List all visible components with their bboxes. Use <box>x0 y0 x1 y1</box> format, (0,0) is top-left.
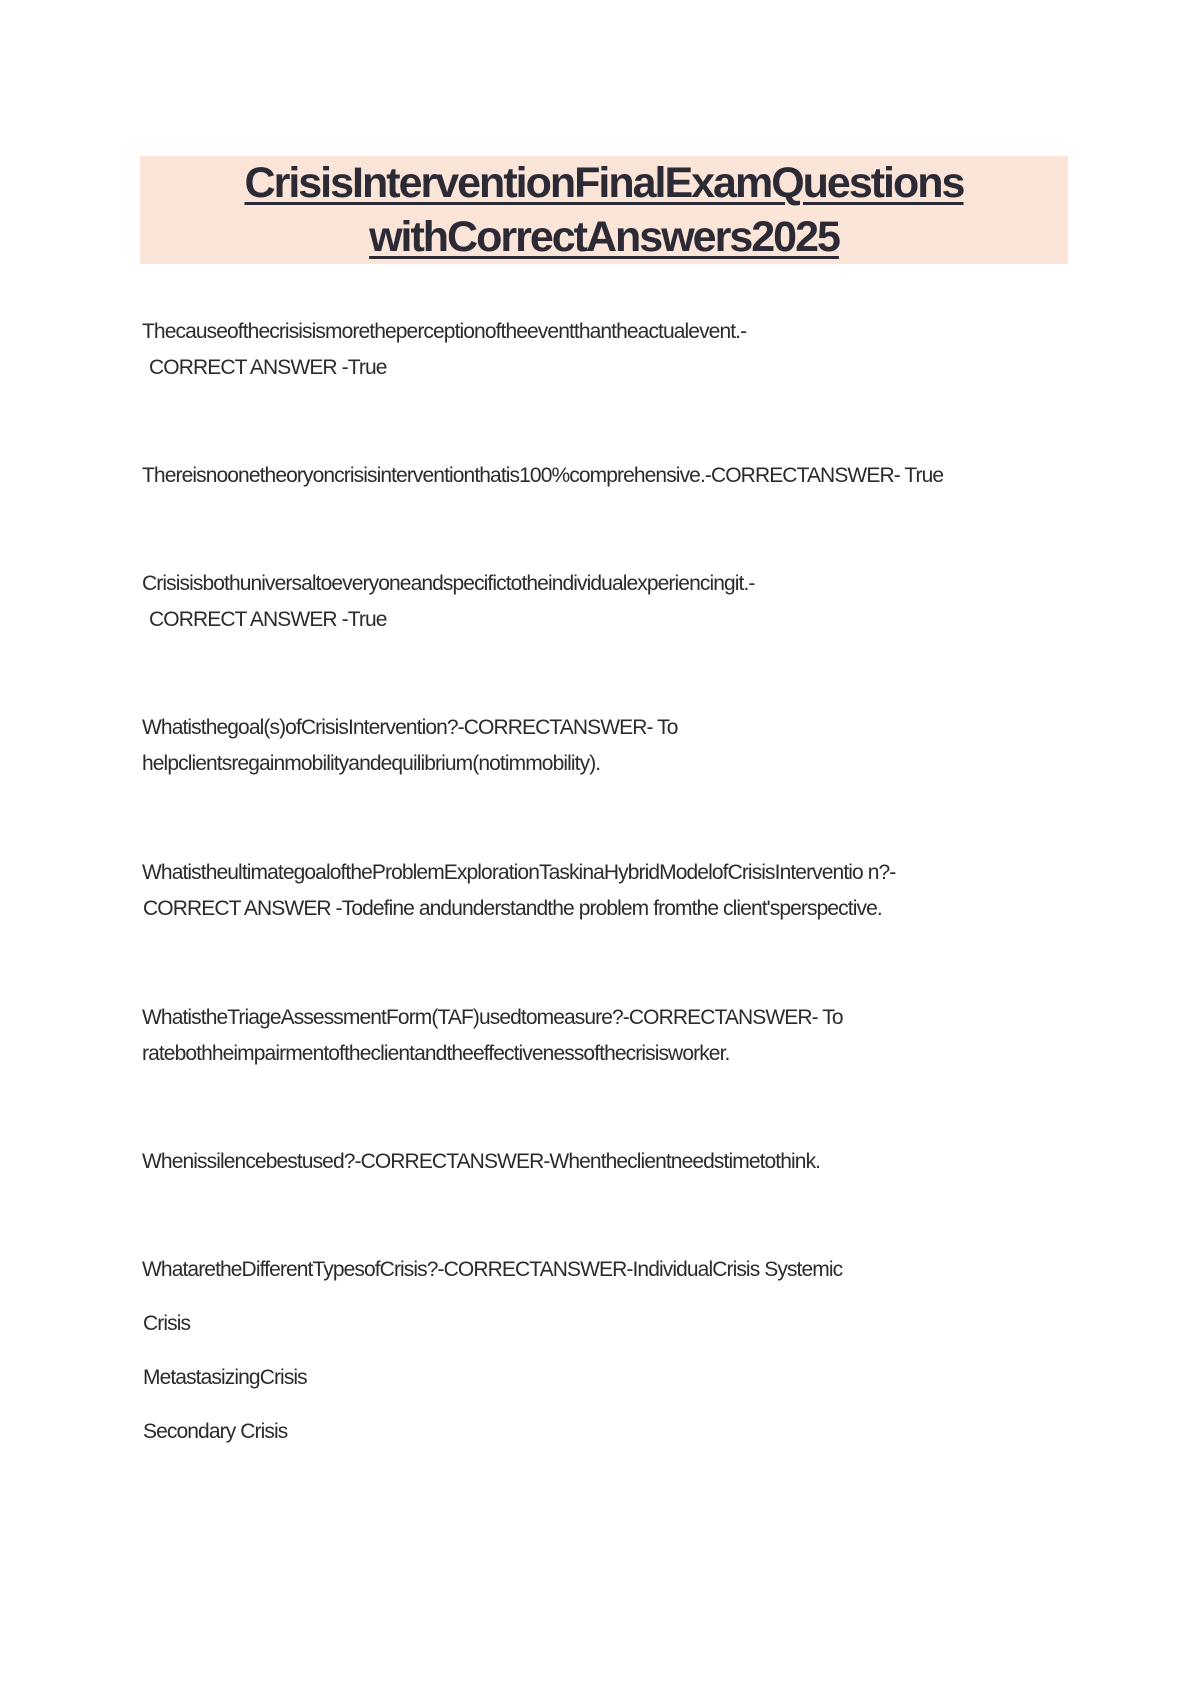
qa-item-8 <box>142 1252 1082 1288</box>
question-text: WhataretheDifferentTypesofCrisis?-CORRECTANSWER-IndividualCrisis Systemic <box>142 1258 843 1281</box>
answer-text: ratebothheimpairmentoftheclientandtheeffectivenessofthecrisisworker. <box>142 1042 730 1065</box>
document-title-line-1: CrisisInterventionFinalExamQuestions <box>244 159 964 207</box>
document-title-line-2: withCorrectAnswers2025 <box>369 213 839 261</box>
question-text: Whenissilencebestused?-CORRECTANSWER-Whentheclientneedstimetothink. <box>142 1150 821 1173</box>
question-text: Whatisthegoal(s)ofCrisisIntervention?-CORRECTANSWER- To <box>142 716 678 739</box>
answer-text: helpclientsregainmobilityandequilibrium(notimmobility). <box>142 752 601 775</box>
qa-item-4 <box>142 710 1082 782</box>
qa-item-1 <box>142 314 1082 386</box>
answer-text: CORRECT ANSWER -True <box>149 356 387 379</box>
question-text: Crisisisbothuniversaltoeveryoneandspecifictotheindividualexperiencingit.- <box>142 572 755 595</box>
answer-text: CORRECT ANSWER -Todefine andunderstandthe problem fromthe client'sperspective. <box>143 897 882 920</box>
question-text: Thereisnoonetheoryoncrisisinterventionthatis100%comprehensive.-CORRECTANSWER- True <box>142 464 944 487</box>
qa-item-7 <box>142 1144 1082 1180</box>
crisis-type-item: Crisis <box>143 1312 191 1335</box>
answer-text: CORRECT ANSWER -True <box>149 608 387 631</box>
qa-item-3 <box>142 566 1082 638</box>
qa-item-2 <box>142 458 1082 494</box>
crisis-type-item: Secondary Crisis <box>143 1420 288 1443</box>
question-text: WhatistheTriageAssessmentForm(TAF)usedtomeasure?-CORRECTANSWER- To <box>142 1006 843 1029</box>
crisis-type-item: MetastasizingCrisis <box>143 1366 307 1389</box>
question-text: Thecauseofthecrisisismoretheperceptionoftheeventthantheactualevent.- <box>142 320 747 343</box>
qa-item-6 <box>142 1000 1082 1072</box>
title-banner <box>140 156 1068 264</box>
qa-item-5 <box>142 855 1082 927</box>
question-text: WhatistheultimategoaloftheProblemExplorationTaskinaHybridModelofCrisisInterventio n?- <box>142 861 896 884</box>
